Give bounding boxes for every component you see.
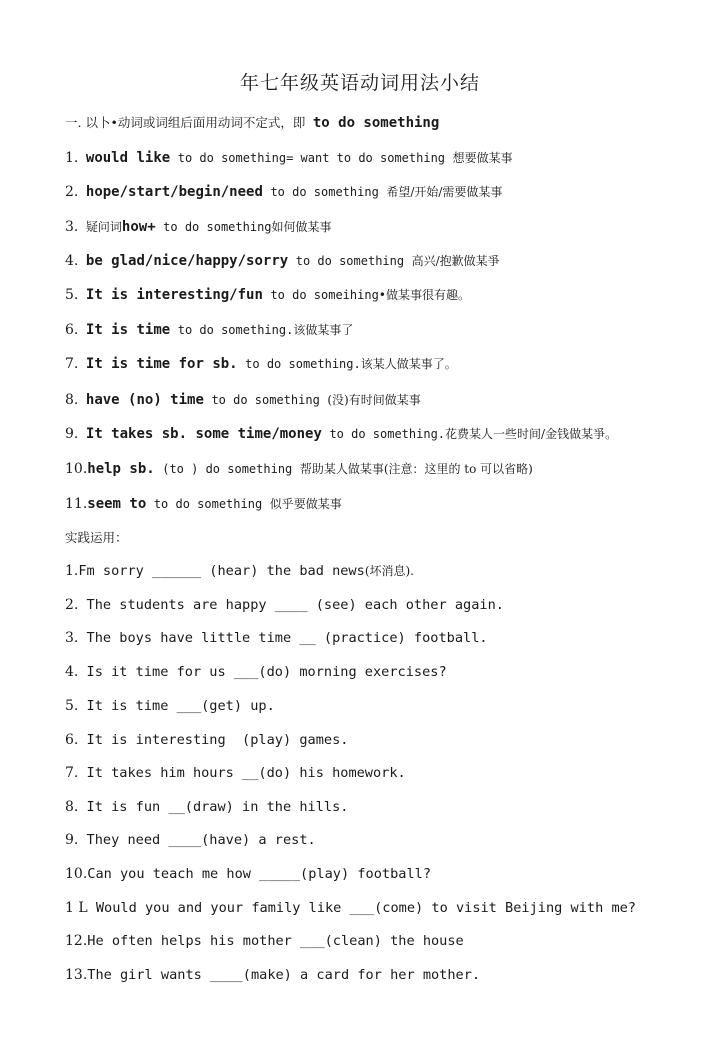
rule-key: It is time — [85, 322, 171, 338]
rule-rest: to do something= want to do something — [177, 151, 446, 165]
exercise-text: Would you and your family like ___(come) to visit Beijing with me? — [95, 900, 636, 916]
exercise-number: 2. — [65, 597, 79, 613]
intro-prefix: 一. 以卜•动词或词组后面用动词不定式，即 — [65, 115, 306, 130]
rule-rest: to do something. — [245, 357, 361, 371]
exercise-item — [65, 797, 348, 817]
rule-number: 9. — [65, 426, 79, 442]
rule-number: 1. — [65, 150, 79, 166]
rule-key: It is interesting/fun — [85, 287, 263, 303]
rule-number: 8. — [65, 392, 79, 408]
exercise-item — [65, 898, 636, 918]
rule-rest: (to ) do something — [162, 462, 293, 476]
rule-key: It is time for sb. — [85, 356, 238, 372]
rule-item — [65, 251, 500, 271]
practice-heading: 实践运用： — [65, 530, 128, 545]
exercise-text: It is fun __(draw) in the hills. — [86, 799, 349, 815]
exercise-number: 6. — [65, 732, 79, 748]
exercise-text: Fm sorry ______ (hear) the bad news — [78, 563, 365, 579]
exercise-text: He often helps his mother ___(clean) the house — [87, 933, 464, 949]
rule-meaning: 做某事很有趣。 — [386, 288, 471, 302]
exercise-number: 5. — [65, 698, 79, 714]
exercise-item — [65, 763, 406, 783]
exercise-text: The boys have little time __ (practice) football. — [86, 630, 488, 646]
exercise-number: 1. — [65, 563, 79, 579]
exercise-text: It is interesting (play) games. — [86, 732, 349, 748]
rule-rest: to do something — [211, 393, 320, 407]
exercise-number: 1 L — [65, 900, 88, 916]
exercise-item — [65, 730, 348, 750]
rule-meaning: (没)有时间做某事 — [327, 393, 421, 407]
rule-number: 6. — [65, 322, 79, 338]
rule-rest: to do something. — [177, 323, 294, 337]
rule-item — [65, 494, 342, 514]
exercise-item — [65, 696, 275, 716]
rule-rest: to do someihing• — [270, 288, 387, 302]
rule-item — [65, 182, 502, 202]
intro-key: to do something — [312, 115, 440, 131]
rule-meaning: 希望/开始/需要做某事 — [386, 185, 503, 199]
rule-number: 2. — [65, 184, 79, 200]
rule-meaning: 想要做某事 — [452, 151, 513, 165]
rule-key: would like — [85, 150, 171, 166]
exercise-number: 13. — [65, 967, 88, 983]
rule-rest: to do something — [295, 254, 405, 268]
rule-rest: to do something — [163, 220, 272, 234]
exercise-number: 9. — [65, 832, 79, 848]
rule-meaning: 花费某人一些时间/金钱做某爭。 — [445, 427, 618, 441]
rule-rest: to do something — [153, 497, 263, 511]
rule-meaning: 高兴/抱歉做某爭 — [411, 254, 500, 268]
rule-key: It takes sb. some time/money — [85, 426, 322, 442]
rule-number: 4. — [65, 253, 79, 269]
exercise-item — [65, 965, 480, 985]
exercise-item — [65, 864, 431, 884]
rule-rest: to do something — [270, 185, 379, 199]
rule-key: seem to — [87, 496, 147, 512]
rule-number: 5. — [65, 287, 79, 303]
exercise-item — [65, 830, 316, 850]
rule-meaning: 如何做某事 — [271, 220, 332, 234]
exercise-text: Is it time for us ___(do) morning exercises? — [86, 664, 447, 680]
exercise-text: It is time ___(get) up. — [86, 698, 275, 714]
exercise-item — [65, 561, 414, 581]
rule-item — [65, 390, 421, 410]
rule-number: 7. — [65, 356, 79, 372]
exercise-text: It takes him hours __(do) his homework. — [86, 765, 406, 781]
exercise-number: 8. — [65, 799, 79, 815]
rule-meaning: 该某人做某事了。 — [360, 357, 457, 371]
exercise-text: Can you teach me how _____(play) football? — [87, 866, 431, 882]
exercise-item — [65, 628, 488, 648]
rule-rest: to do something. — [329, 427, 446, 441]
rule-key: help sb. — [87, 461, 155, 477]
rule-item — [65, 285, 470, 305]
rule-item — [65, 320, 353, 340]
exercise-item — [65, 931, 464, 951]
rule-item — [65, 148, 513, 168]
rule-item — [65, 217, 332, 237]
exercise-item — [65, 662, 447, 682]
rule-key: hope/start/begin/need — [85, 184, 263, 200]
rule-item — [65, 354, 457, 374]
exercise-text: The students are happy ____ (see) each other again. — [86, 597, 504, 613]
exercise-number: 12. — [65, 933, 88, 949]
rule-item — [65, 424, 617, 444]
page-title: 年七年级英语动词用法小结 — [239, 72, 480, 94]
exercise-number: 10. — [65, 866, 88, 882]
rule-key: how+ — [121, 219, 156, 235]
intro-line — [65, 113, 439, 133]
exercise-note: (坏消息). — [364, 564, 414, 578]
rule-number: 3. — [65, 219, 79, 235]
rule-key: be glad/nice/happy/sorry — [85, 253, 289, 269]
rule-meaning: 该做某事了 — [293, 323, 354, 337]
exercise-text: The girl wants ____(make) a card for her mother. — [87, 967, 481, 983]
rule-prefix: 疑问词 — [85, 220, 122, 234]
rule-number: 11. — [65, 496, 88, 512]
exercise-number: 4. — [65, 664, 79, 680]
exercise-number: 7. — [65, 765, 79, 781]
rule-key: have (no) time — [85, 392, 204, 408]
rule-number: 10. — [65, 461, 88, 477]
exercise-number: 3. — [65, 630, 79, 646]
rule-meaning: 帮助某人做某事(注意：这里的 to 可以省略) — [299, 462, 533, 476]
exercise-text: They need ____(have) a rest. — [86, 832, 316, 848]
rule-meaning: 似乎要做某事 — [269, 497, 342, 511]
exercise-item — [65, 595, 504, 615]
rule-item — [65, 459, 533, 479]
